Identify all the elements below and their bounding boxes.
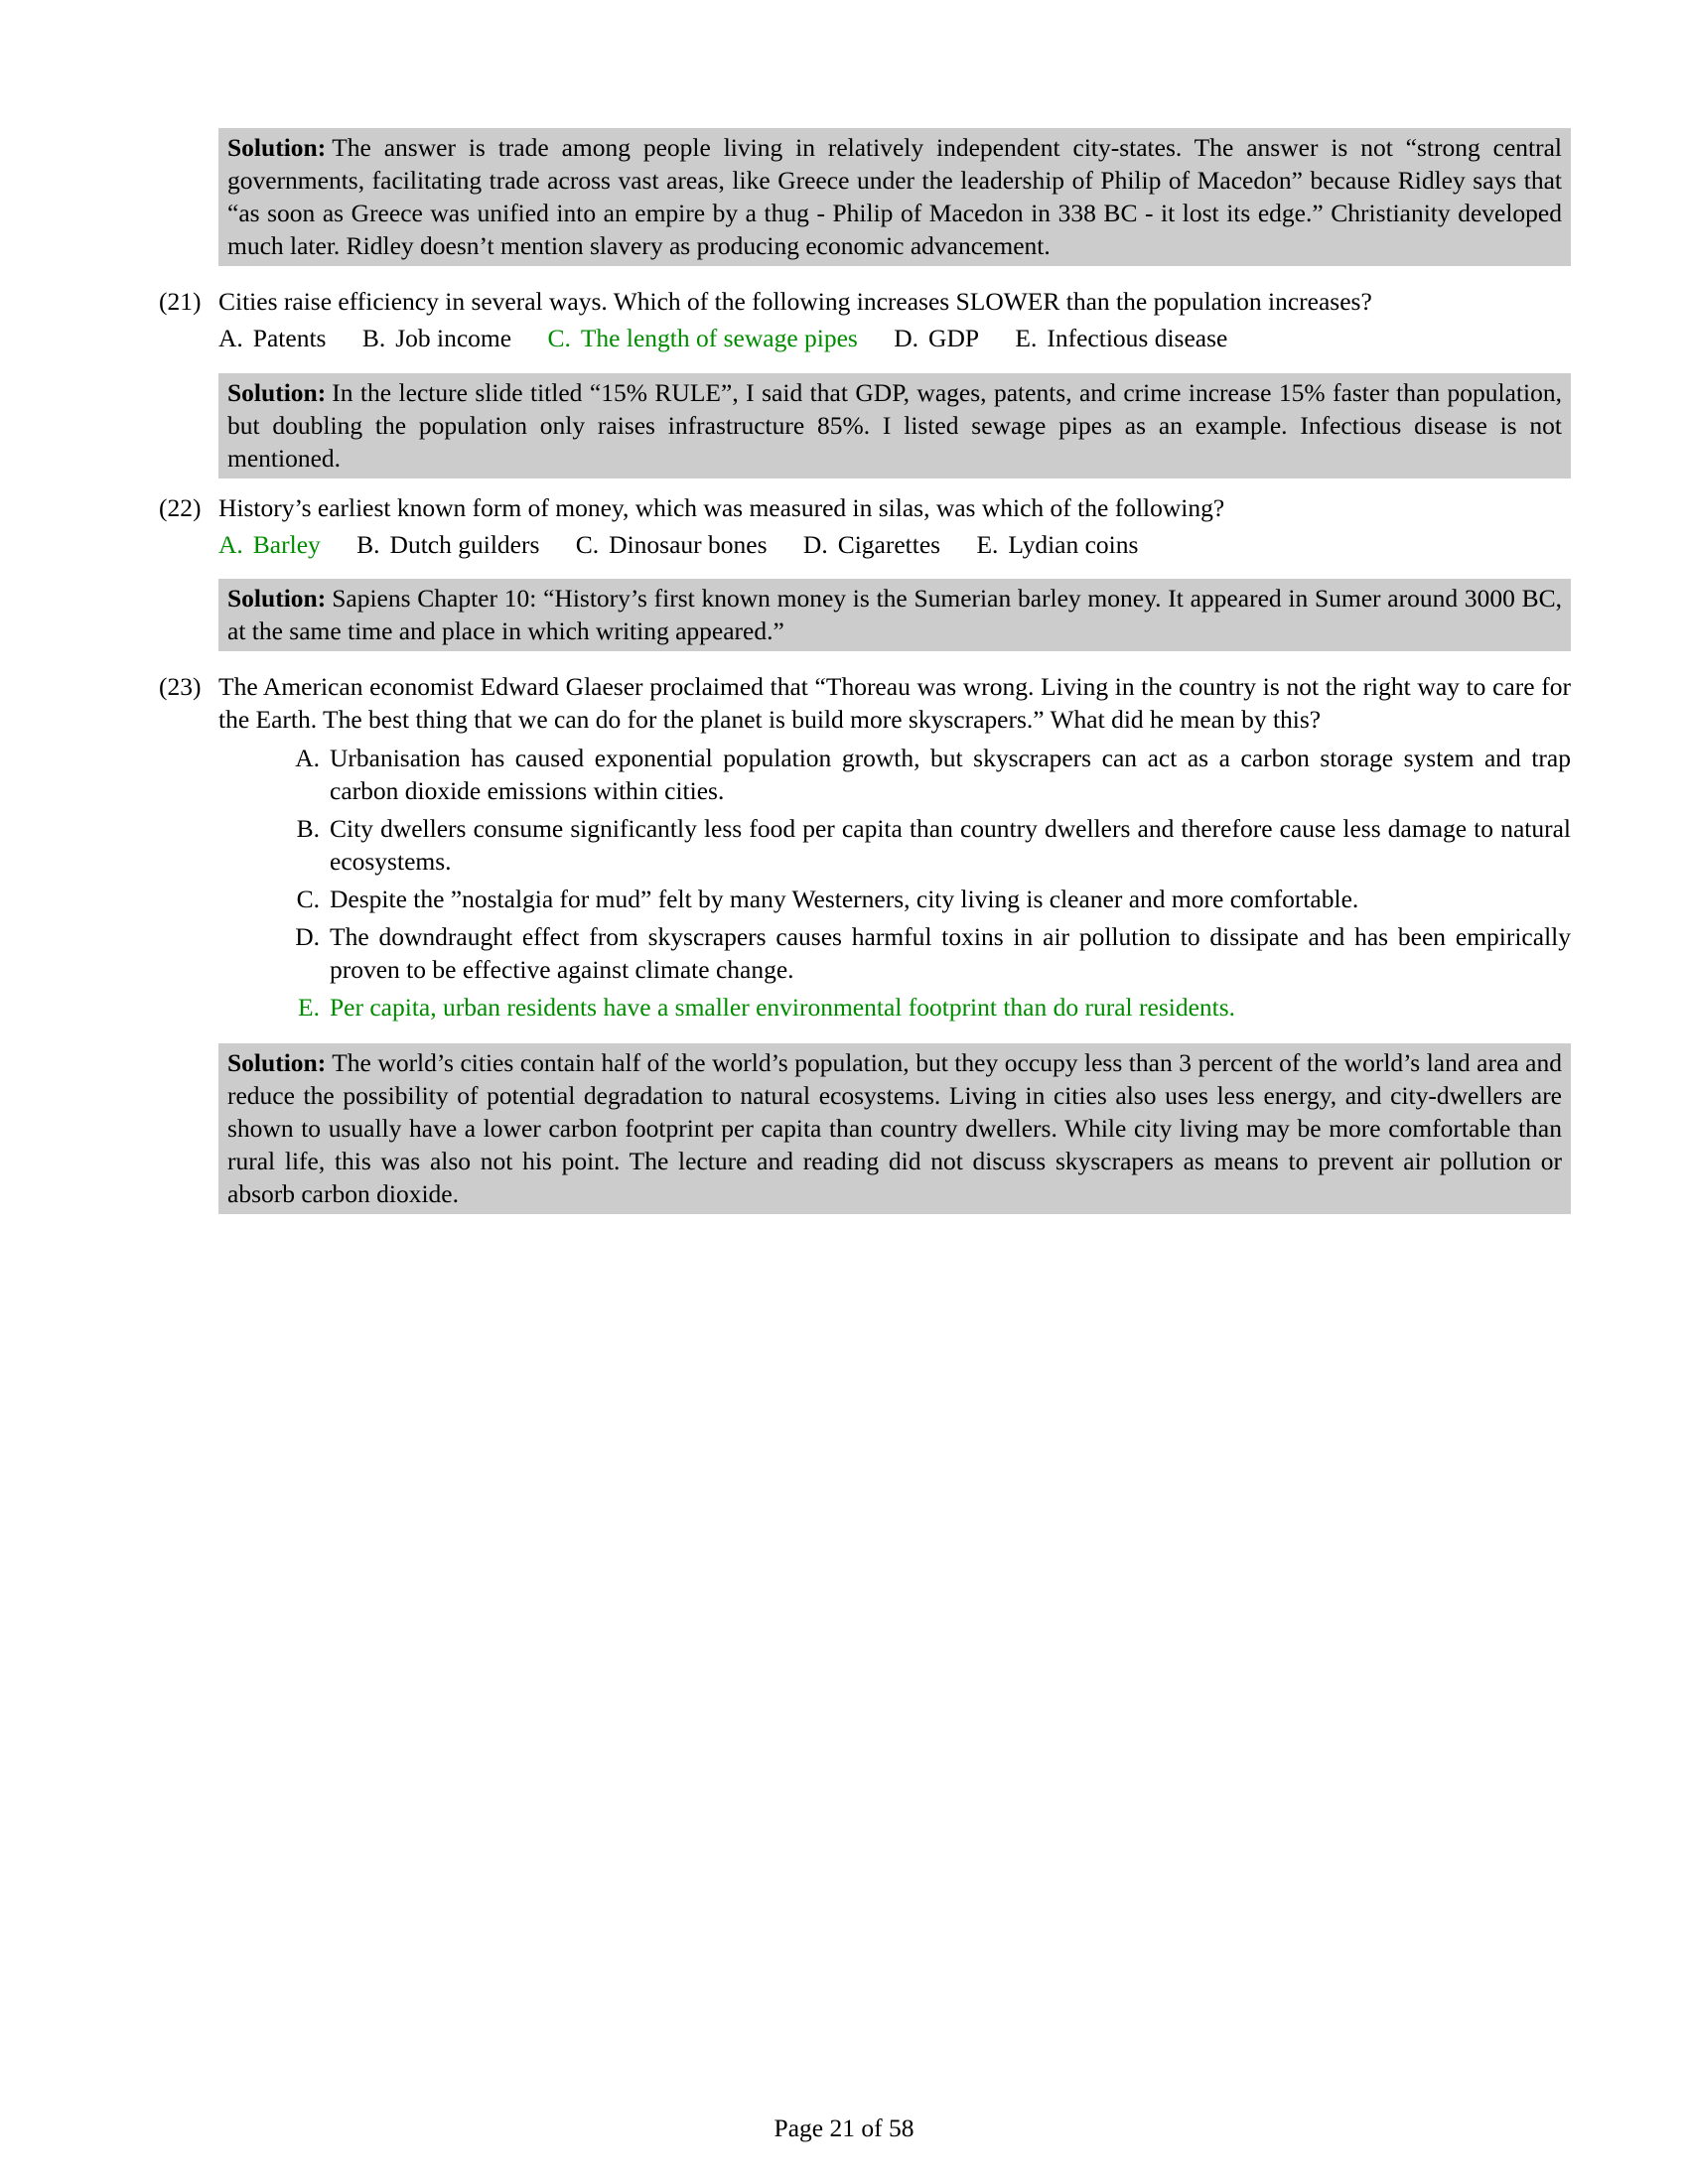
question-number: (21) (159, 287, 202, 316)
option-c: C. Dinosaur bones (575, 530, 768, 559)
option-b: B. City dwellers consume significantly less food per capita than country dwellers and therefore cause less damage to natural ecosystems. (296, 814, 1571, 876)
option-e-correct: E. Per capita, urban residents have a smaller environmental footprint than do rural residents. (298, 993, 1236, 1022)
solution-box-20 (218, 128, 1571, 266)
question-21-options (218, 322, 1257, 354)
question-stem: Cities raise efficiency in several ways. Which of the following increases SLOWER than the population increases? (218, 287, 1372, 316)
option-c-correct: C. The length of sewage pipes (547, 324, 858, 352)
question-23 (159, 670, 1571, 736)
option-a: A. Urbanisation has caused exponential population growth, but skyscrapers can act as a carbon storage system and trap carbon dioxide emissions within cities. (295, 744, 1571, 805)
option-e: E. Infectious disease (1015, 324, 1228, 352)
option-e: E. Lydian coins (976, 530, 1139, 559)
question-22-options (218, 528, 1168, 561)
solution-text: The answer is trade among people living in relatively independent city-states. The answer is not “strong central governments, facilitating trade across vast areas, like Greece under the leadership of Philip of Macedon” because Ridley says that “as soon as Greece was unified into an empire by a thug - Philip of Macedon in 338 BC - it lost its edge.” Christianity developed much later. Ridley doesn’t mention slavery as producing economic advancement. (227, 133, 1562, 260)
solution-label: Solution: (227, 378, 327, 407)
solution-box-21 (218, 373, 1571, 478)
solution-box-23 (218, 1043, 1571, 1214)
solution-label: Solution: (227, 1048, 327, 1077)
option-a-correct: A. Barley (218, 530, 321, 559)
solution-label: Solution: (227, 584, 327, 613)
solution-text: The world’s cities contain half of the world’s population, but they occupy less than 3 percent of the world’s land area and reduce the possibility of potential degradation to natural ecosystems. Living in cities also uses less energy, and city-dwellers are shown to usually have a lower carbon footprint per capita than country dwellers. While city living may be more comfortable than rural life, this was also not his point. The lecture and reading did not discuss skyscrapers as means to prevent air pollution or absorb carbon dioxide. (227, 1048, 1562, 1208)
question-stem: The American economist Edward Glaeser proclaimed that “Thoreau was wrong. Living in the country is not the right way to care for the Earth. The best thing that we can do for the planet is build more skyscrapers.” What did he mean by this? (218, 672, 1571, 734)
solution-text: Sapiens Chapter 10: “History’s first known money is the Sumerian barley money. It appeared in Sumer around 3000 BC, at the same time and place in which writing appeared.” (227, 584, 1562, 645)
question-number: (23) (159, 672, 202, 701)
question-number: (22) (159, 493, 202, 522)
solution-text: In the lecture slide titled “15% RULE”, I said that GDP, wages, patents, and crime increase 15% faster than population, but doubling the population only raises infrastructure 85%. I listed sewage pipes as an example. Infectious disease is not mentioned. (227, 378, 1562, 473)
option-d: D. The downdraught effect from skyscrapers causes harmful toxins in air pollution to dissipate and has been empirically proven to be effective against climate change. (295, 922, 1571, 984)
solution-box-22 (218, 579, 1571, 651)
option-a: A. Patents (218, 324, 327, 352)
question-21 (159, 285, 1571, 318)
option-b: B. Job income (361, 324, 512, 352)
option-d: D. GDP (894, 324, 980, 352)
solution-label: Solution: (227, 133, 327, 162)
option-c: C. Despite the ”nostalgia for mud” felt by many Westerners, city living is cleaner and more comfortable. (296, 885, 1359, 913)
option-b: B. Dutch guilders (356, 530, 540, 559)
question-stem: History’s earliest known form of money, which was measured in silas, was which of the following? (218, 493, 1225, 522)
option-d: D. Cigarettes (802, 530, 941, 559)
question-23-options (288, 742, 1571, 1028)
question-22 (159, 491, 1571, 524)
page-number: Page 21 of 58 (774, 2114, 914, 2142)
